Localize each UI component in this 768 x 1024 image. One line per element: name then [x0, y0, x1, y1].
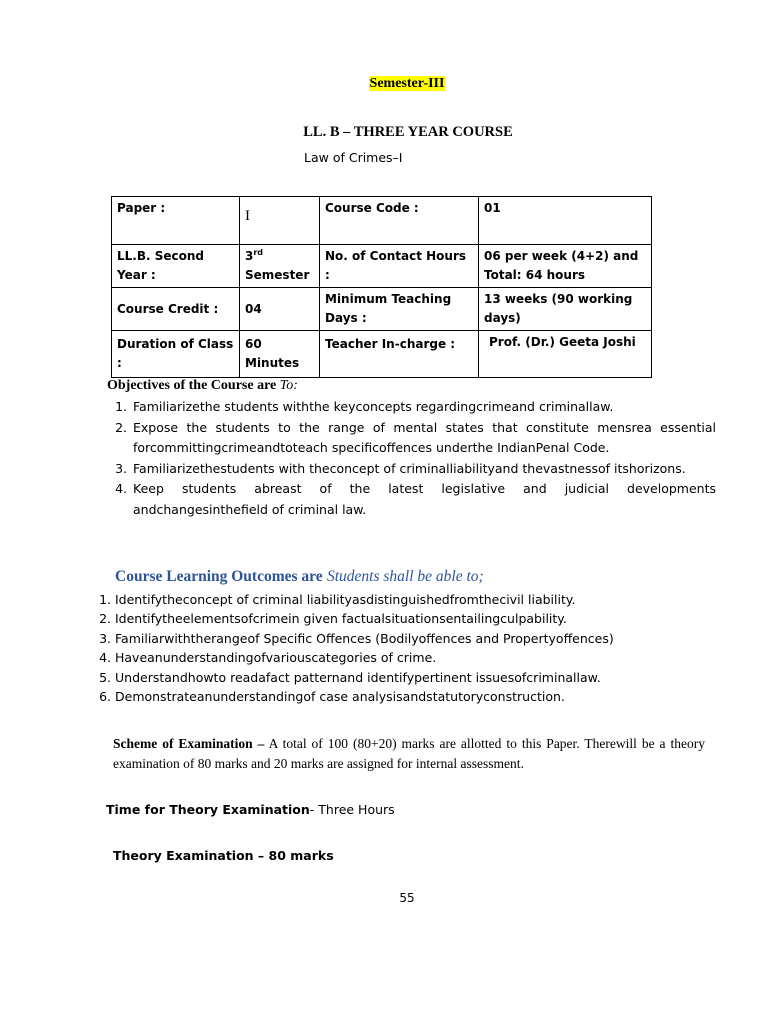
- list-item: 3. Familiarwiththerangeof Specific Offences (Bodilyoffences and Propertyoffences): [115, 629, 715, 648]
- semester-highlight: Semester-III: [369, 76, 445, 91]
- table-row: [112, 331, 652, 378]
- contact-hours-label: No. of Contact Hours :: [320, 245, 479, 288]
- paper-label: Paper :: [112, 197, 240, 245]
- semester-heading: [0, 76, 768, 92]
- scheme-text: A total of 100 (80+20) marks are allotted to this Paper. Therewill be a theory examination of 80 marks and 20 marks are assigned for internal assessment.: [113, 736, 705, 771]
- course-code-value: 01: [479, 197, 652, 245]
- contact-hours-value: 06 per week (4+2) and Total: 64 hours: [479, 245, 652, 288]
- objectives-heading: [107, 378, 298, 394]
- paper-value-cell: [240, 197, 320, 245]
- scheme-heading: Scheme of Examination –: [113, 736, 265, 751]
- semester-cell: [240, 245, 320, 288]
- theory-exam-marks: Theory Examination – 80 marks: [113, 848, 334, 863]
- teaching-days-label: Minimum Teaching Days :: [320, 288, 479, 331]
- credit-value: 04: [240, 288, 320, 331]
- teacher-value: Prof. (Dr.) Geeta Joshi: [479, 331, 652, 378]
- scheme-of-examination: [113, 734, 705, 774]
- list-item: 1. Identifytheconcept of criminal liabilityasdistinguishedfromthecivil liability.: [115, 590, 715, 609]
- teaching-days-value: 13 weeks (90 working days): [479, 288, 652, 331]
- course-code-label: Course Code :: [320, 197, 479, 245]
- semester-number: 3: [245, 249, 254, 263]
- paper-value: I: [245, 208, 250, 224]
- objectives-list: [113, 397, 716, 520]
- time-for-theory-exam: [106, 802, 395, 817]
- duration-value: 60 Minutes: [240, 331, 320, 378]
- objectives-heading-italic: To:: [279, 378, 298, 393]
- time-exam-value: - Three Hours: [309, 802, 395, 817]
- year-label: LL.B. Second Year :: [112, 245, 240, 288]
- outcomes-heading: [115, 568, 484, 586]
- list-item: 5. Understandhowto readafact patternand identifypertinent issuesofcriminallaw.: [115, 668, 715, 687]
- teacher-label: Teacher In-charge :: [320, 331, 479, 378]
- list-item: 2. Identifytheelementsofcrimein given factualsituationsentailingculpability.: [115, 609, 715, 628]
- table-row: [112, 197, 652, 245]
- list-item: 6. Demonstrateanunderstandingof case analysisandstatutoryconstruction.: [115, 687, 715, 706]
- page-number: 55: [399, 891, 415, 905]
- course-info-table: [111, 196, 652, 378]
- outcomes-list: [98, 590, 715, 706]
- objectives-heading-text: Objectives of the Course are: [107, 378, 277, 393]
- subject-title: Law of Crimes–I: [304, 150, 403, 165]
- list-item: 4. Haveanunderstandingofvariouscategories of crime.: [115, 648, 715, 667]
- semester-word: Semester: [245, 268, 310, 282]
- list-item: 1. Familiarizethe students withthe keyconcepts regardingcrimeand criminallaw.: [131, 397, 716, 418]
- duration-label: Duration of Class :: [112, 331, 240, 378]
- outcomes-heading-text: Course Learning Outcomes are: [115, 568, 323, 585]
- time-exam-label: Time for Theory Examination: [106, 802, 310, 817]
- table-row: [112, 288, 652, 331]
- outcomes-heading-italic: Students shall be able to;: [326, 568, 484, 585]
- list-item: 4. Keep students abreast of the latest legislative and judicial developments andchangesinthefield of criminal law.: [131, 479, 716, 520]
- list-item: 3. Familiarizethestudents with theconcept of criminalliabilityand thevastnessof itshorizons.: [131, 459, 716, 480]
- table-row: [112, 245, 652, 288]
- semester-suffix: rd: [253, 248, 264, 257]
- credit-label: Course Credit :: [112, 288, 240, 331]
- course-title: LL. B – THREE YEAR COURSE: [303, 124, 513, 140]
- list-item: 2. Expose the students to the range of mental states that constitute mensrea essential forcommittingcrimeandtoteach specificoffences underthe IndianPenal Code.: [131, 418, 716, 459]
